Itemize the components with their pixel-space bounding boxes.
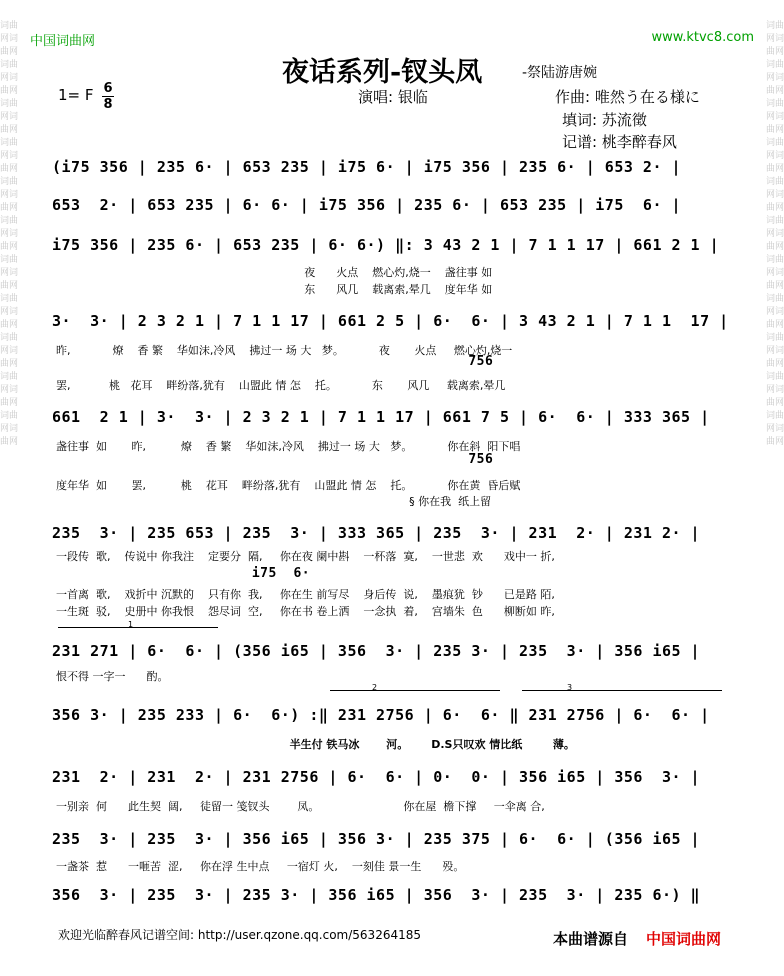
footer-note: 欢迎光临醉春风记谱空间: http://user.qzone.qq.com/563264185 <box>58 928 422 942</box>
lyricist-credit: 填词: 苏流徵 <box>562 111 647 129</box>
score-row-9: 231 2· | 231 2· | 231 2756 | 6· 6· | 0· 0· | 356 i65 | 356 3· | <box>52 768 701 786</box>
volta-1-bracket <box>58 627 218 628</box>
score-row-3: i75 356 | 235 6· | 653 235 | 6· 6·) ‖: 3 43 2 1 | 7 1 1 17 | 661 2 1 | <box>52 236 720 254</box>
volta-3-bracket <box>522 690 722 691</box>
score-alt-row-5: 756 <box>52 452 494 467</box>
lyric-row-3b: 东 风几 载离索,晕几 度年华 如 <box>56 283 493 296</box>
singer-credit: 演唱: 银临 <box>358 88 428 106</box>
lyric-row-7a: 恨不得 一字一 酌。 <box>56 670 169 683</box>
score-row-10: 235 3· | 235 3· | 356 i65 | 356 3· | 235 375 | 6· 6· | (356 i65 | <box>52 830 701 848</box>
source-credit <box>553 928 721 949</box>
volta-1-number: 1 <box>128 620 134 629</box>
lyric-row-6b: 一首离 歌, 戏折中 沉默的 只有你 我, 你在生 前写尽 身后传 说, 墨痕犹 钞 已是路 陌, <box>56 588 555 601</box>
site-link-left[interactable]: 中国词曲网 <box>30 34 96 49</box>
side-watermark-left: 词曲网词曲网词曲网词曲网词曲网词曲网词曲网词曲网词曲网词曲网词曲网词曲网词曲网词曲网词曲网词曲网词曲网词曲网词曲网词曲网词曲网词曲网 <box>0 21 18 447</box>
lyric-row-3a: 夜 火点 燃心灼,烧一 盏往事 如 <box>56 266 493 279</box>
score-alt-row-6: i75 6· <box>52 566 311 581</box>
time-signature <box>102 82 114 111</box>
score-row-6: 235 3· | 235 653 | 235 3· | 333 365 | 235 3· | 231 2· | 231 2· | <box>52 524 701 542</box>
lyric-row-4a: 昨, 燎 香 繁 华如沫,冷风 拂过一 场 大 梦。 夜 火点 燃心灼,烧一 <box>56 344 513 357</box>
transcriber-credit: 记谱: 桃李醉春风 <box>562 133 677 151</box>
lyric-row-10a: 一盏茶 惹 一咂苦 涩, 你在浮 生中点 一宿灯 火, 一刻佳 景一生 殁。 <box>56 860 465 873</box>
score-row-11: 356 3· | 235 3· | 235 3· | 356 i65 | 356 3· | 235 3· | 235 6·) ‖ <box>52 886 701 904</box>
lyric-row-8a: 半生付 铁马冰 河。 D.S只叹欢 情比纸 薄。 <box>56 738 575 751</box>
side-watermark-right: 词曲网词曲网词曲网词曲网词曲网词曲网词曲网词曲网词曲网词曲网词曲网词曲网词曲网词曲网词曲网词曲网词曲网词曲网词曲网词曲网词曲网词曲网 <box>766 21 784 447</box>
volta-2-number: 2 <box>372 683 378 692</box>
song-subtitle: -祭陆游唐婉 <box>522 65 598 81</box>
site-link-right[interactable]: www.ktvc8.com <box>651 30 754 45</box>
composer-credit: 作曲: 唯然う在る様に <box>555 88 700 106</box>
volta-3-number: 3 <box>567 683 573 692</box>
score-row-5: 661 2 1 | 3· 3· | 2 3 2 1 | 7 1 1 17 | 661 7 5 | 6· 6· | 333 365 | <box>52 408 710 426</box>
time-sig-bottom: 8 <box>103 97 113 112</box>
lyric-row-6c: 一生斑 驳, 史册中 你我恨 怨尽词 空, 你在书 卷上洒 一念执 着, 宫墙朱 色 柳断如 昨, <box>56 605 555 618</box>
score-row-2: 653 2· | 653 235 | 6· 6· | i75 356 | 235 6· | 653 235 | i75 6· | <box>52 196 682 214</box>
lyric-row-5a: 盏往事 如 昨, 燎 香 繁 华如沫,冷风 拂过一 场 大 梦。 你在斜 阳下唱 <box>56 440 521 453</box>
volta-2-bracket <box>330 690 500 691</box>
source-site-link[interactable]: 中国词曲网 <box>646 930 722 948</box>
score-row-1: (i75 356 | 235 6· | 653 235 | i75 6· | i75 356 | 235 6· | 653 2· | <box>52 158 682 176</box>
lyric-row-9a: 一别亲 何 此生契 阔, 徒留一 笺钗头 凤。 你在屋 檐下撑 一伞离 合, <box>56 800 545 813</box>
score-row-8: 356 3· | 235 233 | 6· 6·) :‖ 231 2756 | 6· 6· ‖ 231 2756 | 6· 6· | <box>52 706 710 724</box>
lyric-row-6a: 一段传 歌, 传说中 你我注 定要分 隔, 你在夜 阑中斟 一杯落 寞, 一世悲 欢 戏中一 折, <box>56 550 555 563</box>
source-label: 本曲谱源自 <box>553 930 629 948</box>
score-row-4: 3· 3· | 2 3 2 1 | 7 1 1 17 | 661 2 5 | 6· 6· | 3 43 2 1 | 7 1 1 17 | <box>52 312 729 330</box>
time-sig-top: 6 <box>103 81 113 96</box>
score-alt-row-4: 756 <box>52 354 494 369</box>
score-row-7: 231 271 | 6· 6· | (356 i65 | 356 3· | 235 3· | 235 3· | 356 i65 | <box>52 642 701 660</box>
lyric-row-5b: 度年华 如 罢, 桃 花耳 畔纷落,犹有 山盟此 情 怎 托。 你在黄 昏后赋 <box>56 479 521 492</box>
key-signature: 1= F <box>58 86 94 104</box>
lyric-row-4b: 罢, 桃 花耳 畔纷落,犹有 山盟此 情 怎 托。 东 风几 载离索,晕几 <box>56 379 506 392</box>
song-title: 夜话系列-钗头凤 <box>282 57 483 88</box>
lyric-row-5c: § 你在我 纸上留 <box>56 495 492 508</box>
